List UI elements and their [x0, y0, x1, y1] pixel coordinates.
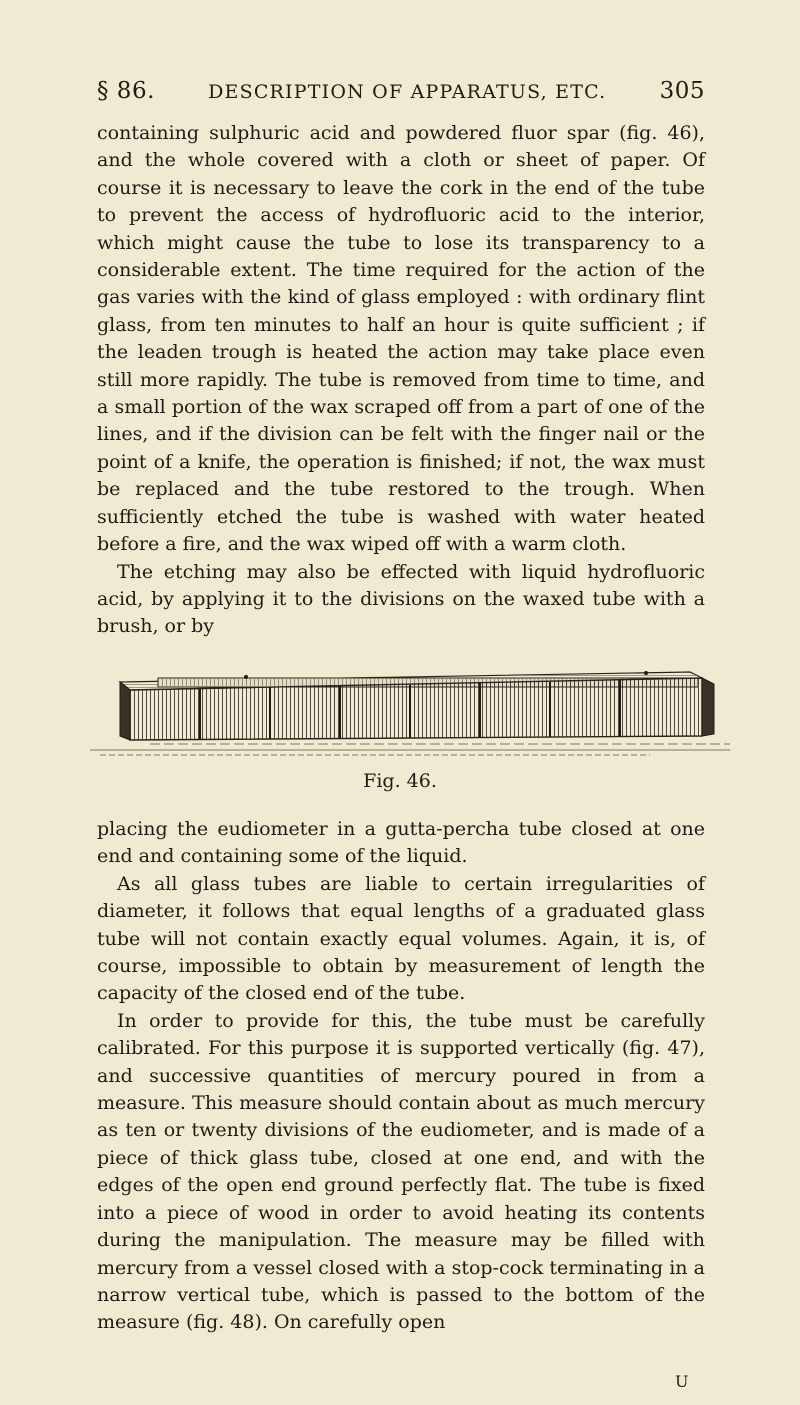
paragraph: placing the eudiometer in a gutta-percha tube closed at one end and containing some of the liquid. — [97, 818, 705, 868]
paragraph: As all glass tubes are liable to certain irregularities of diameter, it follows that equal lengths of a graduated glass tube will not contain exactly equal volumes. Again, it is, of course, impossible to obtain by measurement of length the capacity of the closed end of the tube. — [97, 872, 705, 1005]
text-block-bottom — [97, 816, 705, 1337]
page-number: 305 — [659, 78, 705, 104]
signature-mark: U — [675, 1372, 689, 1391]
figure-caption: Fig. 46. — [363, 770, 437, 792]
paragraph: In order to provide for this, the tube must be carefully calibrated. For this purpose it is supported vertically (fig. 47), and successive quantities of mercury poured in from a measure. This measure should contain about as much mercury as ten or twenty divisions of the eudiometer, and is made of a piece of thick glass tube, closed at one end, and with the edges of the open end ground perfectly flat. The tube is fixed into a piece of wood in order to avoid heating its contents during the manipulation. The measure may be filled with mercury from a vessel closed with a stop-cock terminating in a narrow vertical tube, which is passed to the bottom of the measure (fig. 48). On carefully open — [97, 1009, 705, 1334]
paragraph: containing sulphuric acid and powdered fluor spar (fig. 46), and the whole covered with a cloth or sheet of paper. Of course it is necessary to leave the cork in the end of the tube to prevent the access of hydrofluoric acid to the interior, which might cause the tube to lose its transparency to a considerable extent. The time required for the action of the gas varies with the kind of glass employed : with ordinary flint glass, from ten minutes to half an hour is quite sufficient ; if the leaden trough is heated the action may take place even still more rapidly. The tube is removed from time to time, and a small portion of the wax scraped off from a part of one of the lines, and if the division can be felt with the finger nail or the point of a knife, the operation is finished; if not, the wax must be replaced and the tube restored to the trough. When sufficiently etched the tube is washed with water heated before a fire, and the wax wiped off with a warm cloth. — [97, 122, 705, 556]
paragraph: The etching may also be effected with liquid hydrofluoric acid, by applying it to the divisions on the waxed tube with a brush, or by — [97, 560, 705, 638]
figure-46-leaden-trough-illustration — [90, 660, 730, 760]
trough-end — [702, 678, 714, 736]
running-title: DESCRIPTION OF APPARATUS, ETC. — [208, 81, 607, 103]
text-block-top — [97, 120, 705, 641]
running-header — [97, 78, 705, 104]
section-number: § 86. — [97, 78, 155, 104]
ground-lines — [90, 744, 730, 755]
